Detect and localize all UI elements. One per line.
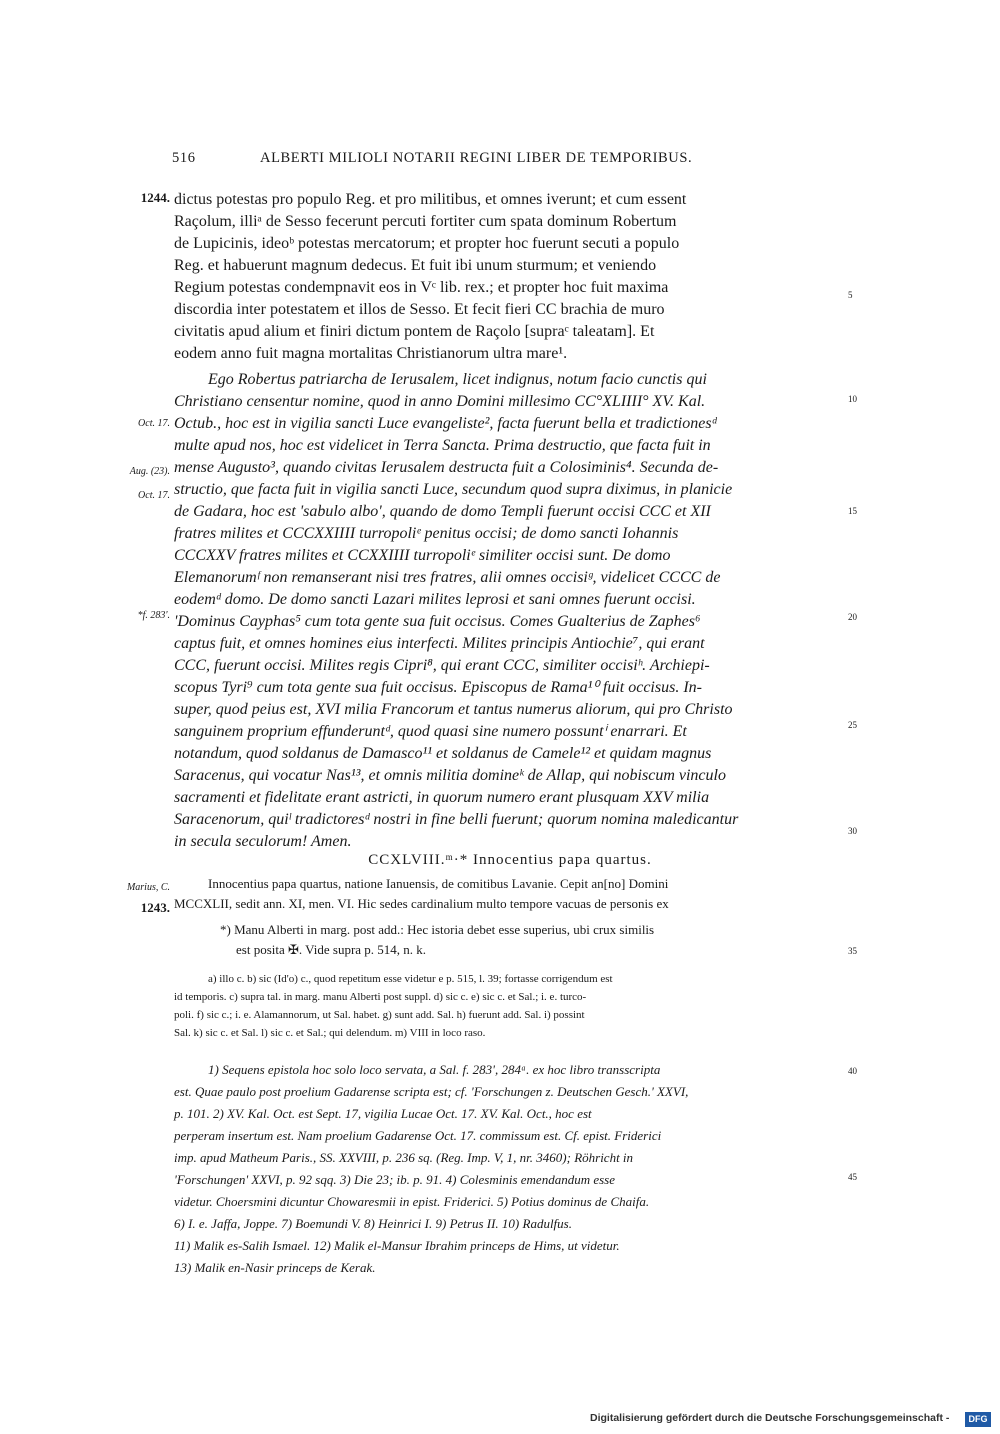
line-number: 5 <box>848 290 853 300</box>
letter-line: Saracenorum, quiˡ tradictoresᵈ nostri in fine belli fuerunt; quorum nomina maledicantur <box>174 811 739 828</box>
letter-line: structio, que facta fuit in vigilia sancti Luce, secundum quod supra diximus, in planicie <box>174 481 733 498</box>
line-number: 40 <box>848 1066 857 1076</box>
dfg-logo: DFG <box>965 1412 991 1427</box>
line-number: 10 <box>848 394 857 404</box>
letter-line: sanguinem proprium effunderuntᵈ, quod quasi sine numero possuntⁱ enarrari. Et <box>174 723 687 740</box>
letter-line: sacramenti et fidelitate erant astricti, in quorum numero erant plusquam XXV milia <box>174 789 710 806</box>
letter-line: captus fuit, et omnes homines eius interfecti. Milites principis Antiochie⁷, qui erant <box>174 635 705 652</box>
apparatus-line: Sal. k) sic c. et Sal. l) sic c. et Sal.; qui delendum. m) VIII in loco raso. <box>174 1027 486 1039</box>
text-line: discordia inter potestatem et illos de Sesso. Et fecit fieri CC brachia de muro <box>174 301 665 318</box>
letter-line: super, quod peius est, XVI milia Francorum et tantus numerus aliorum, qui pro Christo <box>174 701 733 718</box>
letter-line: fratres milites et CCCXXIIII turropoliᵉ penitus occisi; de domo sancti Iohannis <box>174 525 679 542</box>
line-number: 20 <box>848 612 857 622</box>
letter-line: multe apud nos, hoc est videlicet in Terra Sancta. Prima destructio, que facta fuit in <box>174 437 711 454</box>
footnote-line: 13) Malik en-Nasir princeps de Kerak. <box>174 1260 376 1275</box>
running-title: ALBERTI MILIOLI NOTARII REGINI LIBER DE TEMPORIBUS. <box>260 150 693 166</box>
letter-line: Elemanorumᶠ non remanserant nisi tres fratres, alii omnes occisiᵍ, videlicet CCCC de <box>174 569 721 586</box>
letter-line: de Gadara, hoc est 'sabulo albo', quando de domo Templi fuerunt occisi CCC et XII <box>174 503 711 520</box>
footnote-line: videtur. Choersmini dicuntur Chowaresmii in epist. Friderici. 5) Potius dominus de Chaifa. <box>174 1194 650 1209</box>
letter-line: mense Augusto³, quando civitas Ierusalem destructa fuit a Colosiminis⁴. Secunda de- <box>174 459 719 476</box>
margin-folio-ref: *f. 283'. <box>137 610 170 621</box>
chapter-line: MCCXLII, sedit ann. XI, men. VI. Hic sedes cardinalium multo tempore vacuas de personis ex <box>174 896 669 911</box>
footnote-line: est. Quae paulo post proelium Gadarense scripta est; cf. 'Forschungen z. Deutschen Gesch.' XXVI, <box>174 1084 689 1099</box>
margin-date-oct17-second: Oct. 17. <box>138 490 170 501</box>
margin-year-1243: 1243. <box>140 900 170 915</box>
line-number: 30 <box>848 826 857 836</box>
letter-line: 'Dominus Cayphas⁵ cum tota gente sua fuit occisus. Comes Gualterius de Zaphes⁶ <box>174 613 701 630</box>
letter-line: Saracenus, qui vocatur Nas¹³, et omnis militia domineᵏ de Allap, qui nobiscum vinculo <box>174 767 726 784</box>
digitization-credit: Digitalisierung gefördert durch die Deutsche Forschungsgemeinschaft - <box>590 1412 950 1424</box>
footnote-line: perperam insertum est. Nam proelium Gadarense Oct. 17. commissum est. Cf. epist. Friderici <box>174 1128 662 1143</box>
text-line: dictus potestas pro populo Reg. et pro militibus, et omnes iverunt; et cum essent <box>174 191 687 208</box>
line-number: 15 <box>848 506 857 516</box>
letter-line: in secula seculorum! Amen. <box>174 833 352 850</box>
text-line: de Lupicinis, ideoᵇ potestas mercatorum; et propter hoc fuerunt secuti a populo <box>174 235 680 252</box>
letter-line: notandum, quod soldanus de Damasco¹¹ et soldanus de Camele¹² et quidam magnus <box>174 745 712 762</box>
page-number: 516 <box>172 150 196 166</box>
apparatus-line: a) illo c. b) sic (Id'o) c., quod repetitum esse videtur e p. 515, l. 39; fortasse corrigendum est <box>208 973 613 985</box>
line-number: 45 <box>848 1172 857 1182</box>
footnote-line: p. 101. 2) XV. Kal. Oct. est Sept. 17, vigilia Lucae Oct. 17. XV. Kal. Oct., hoc est <box>174 1106 592 1121</box>
chapter-heading: CCXLVIII.ᵐ·* Innocentius papa quartus. <box>368 852 652 868</box>
margin-year-1244: 1244. <box>140 190 170 205</box>
letter-line: CCCXXV fratres milites et CCXXIIII turropoliᵉ similiter occisi sunt. De domo <box>174 547 671 564</box>
letter-line: Christiano censentur nomine, quod in anno Domini millesimo CC°XLIIII° XV. Kal. <box>174 393 706 410</box>
text-line: Regium potestas condempnavit eos in Vᶜ lib. rex.; et propter hoc fuit maxima <box>174 279 669 296</box>
letter-line: Ego Robertus patriarcha de Ierusalem, licet indignus, notum facio cunctis qui <box>208 371 707 388</box>
margin-date-aug: Aug. (23). <box>129 466 170 477</box>
letter-line: Octub., hoc est in vigilia sancti Luce evangeliste², facta fuerunt bella et tradictionesᵈ <box>174 415 717 432</box>
footnote-line: 1) Sequens epistola hoc solo loco servata, a Sal. f. 283', 284ᵃ. ex hoc libro transscripta <box>208 1062 661 1077</box>
letter-line: CCC, fuerunt occisi. Milites regis Cipri⁸, qui erant CCC, similiter occisiʰ. Archiepi- <box>174 657 710 674</box>
apparatus-line: id temporis. c) supra tal. in marg. manu Alberti post suppl. d) sic c. e) sic c. et Sal.; i. e. turco- <box>174 991 587 1003</box>
apparatus-line: poli. f) sic c.; i. e. Alamannorum, ut Sal. habet. g) sunt add. Sal. h) fuerunt add. Sal. i) possint <box>174 1009 585 1021</box>
line-number: 35 <box>848 946 857 956</box>
margin-date-oct17: Oct. 17. <box>138 418 170 429</box>
letter-line: scopus Tyri⁹ cum tota gente sua fuit occisus. Episcopus de Rama¹⁰ fuit occisus. In- <box>174 679 702 696</box>
letter-line: eodemᵈ domo. De domo sancti Lazari milites leprosi et sani omnes fuerunt occisi. <box>174 591 696 608</box>
footnote-line: 'Forschungen' XXVI, p. 92 sqq. 3) Die 23; ib. p. 91. 4) Colesminis emendandum esse <box>174 1172 615 1187</box>
footnote-line: imp. apud Matheum Paris., SS. XXVIII, p. 236 sq. (Reg. Imp. V, 1, nr. 3460); Röhricht in <box>174 1150 634 1165</box>
line-number: 25 <box>848 720 857 730</box>
footnote-line: 11) Malik es-Salih Ismael. 12) Malik el-Mansur Ibrahim princeps de Hims, ut videtur. <box>174 1238 620 1253</box>
text-line: Reg. et habuerunt magnum dedecus. Et fuit ibi unum sturmum; et veniendo <box>174 257 657 274</box>
star-note-line: *) Manu Alberti in marg. post add.: Hec istoria debet esse superius, ubi crux similis <box>220 922 655 937</box>
margin-source-marius: Marius, C. <box>126 882 170 893</box>
footnote-line: 6) I. e. Jaffa, Joppe. 7) Boemundi V. 8) Heinrici I. 9) Petrus II. 10) Radulfus. <box>174 1216 572 1231</box>
chapter-line: Innocentius papa quartus, natione Ianuensis, de comitibus Lavanie. Cepit an[no] Domini <box>208 876 669 891</box>
star-note-line: est posita ✠. Vide supra p. 514, n. k. <box>236 942 427 957</box>
text-line: civitatis apud alium et finiri dictum pontem de Raçolo [supraᶜ taleatam]. Et <box>174 323 655 340</box>
text-line: Raçolum, illiᵃ de Sesso fecerunt percuti fortiter cum spata dominum Robertum <box>174 213 677 230</box>
page-header <box>172 150 852 172</box>
text-line: eodem anno fuit magna mortalitas Christianorum ultra mare¹. <box>174 345 568 362</box>
